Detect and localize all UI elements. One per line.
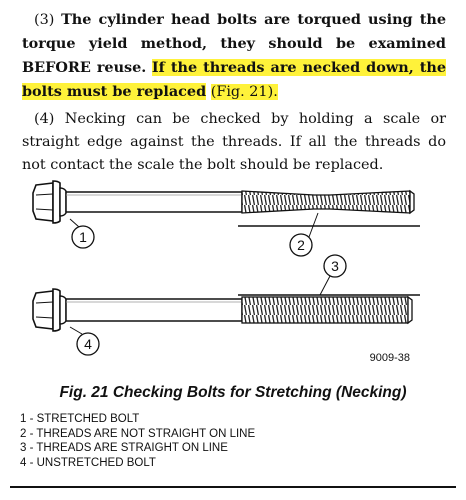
svg-text:2: 2 [297,237,305,253]
callout-2 [290,213,318,256]
legend-item: 1 - STRETCHED BOLT [20,413,140,425]
callout-4 [70,327,99,355]
svg-text:1: 1 [79,229,87,245]
highlighted-warning: If the threads are necked down, the bolts must be replaced [22,59,446,100]
bottom-rule [10,486,456,488]
figure-code: 9009-38 [369,352,410,364]
warning-bold-text: The cylinder head bolts are torqued using the torque yield method, they should be examined BEFORE reuse. [22,11,446,76]
svg-text:4: 4 [84,336,92,352]
paragraph-step-3 [22,8,446,104]
paragraph-step-4 [22,108,446,177]
legend-item: 2 - THREADS ARE NOT STRAIGHT ON LINE [20,427,256,440]
figure-reference: (Fig. 21). [210,84,278,100]
legend-item: 4 - UNSTRETCHED BOLT [20,456,156,469]
legend-item: 3 - THREADS ARE STRAIGHT ON LINE [20,442,228,454]
svg-text:3: 3 [331,258,339,274]
unstretched-bolt [33,289,420,331]
figure-caption: Fig. 21 Checking Bolts for Stretching (Necking) [59,384,407,401]
callout-1 [70,219,94,248]
step-4-text: (4) Necking can be checked by holding a scale or straight edge against the threads. If all the threads do not contact the scale the bolt should be replaced. [22,111,446,173]
bolt-illustration [0,175,466,380]
legend [20,412,255,470]
callout-3 [320,255,346,295]
step-number: (3) [34,12,55,28]
stretched-bolt [33,181,420,226]
